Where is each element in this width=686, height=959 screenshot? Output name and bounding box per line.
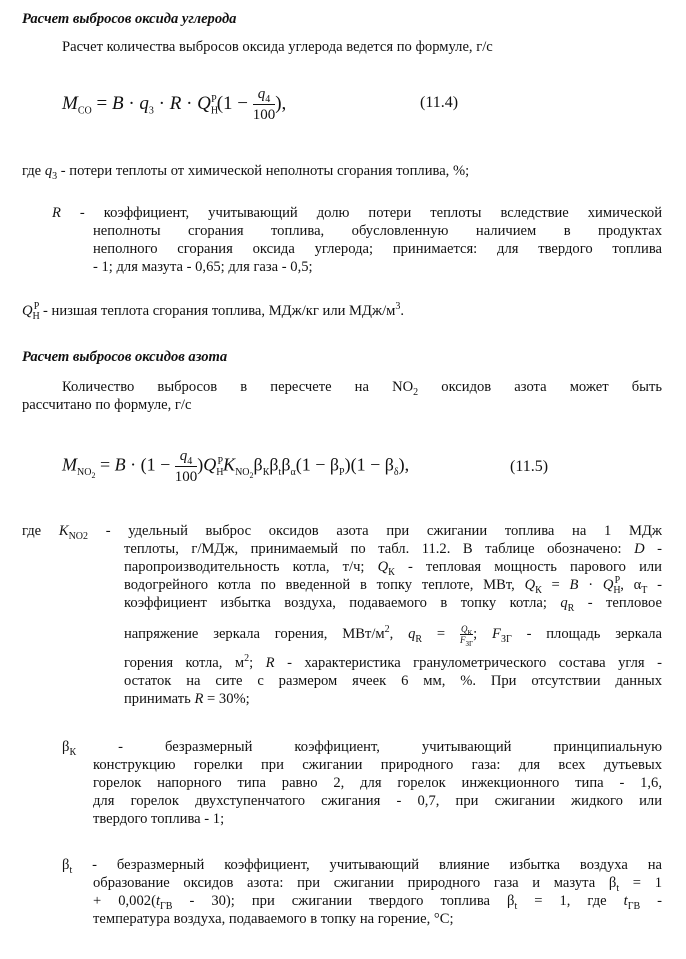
beta-k-definition-line-1: $\beta_К$ - безразмерный коэффициент, учитывающий принципиальную <box>62 739 662 758</box>
r-definition-line-4: - 1; для мазута - 0,65; для газа - 0,5; <box>93 259 313 275</box>
beta-k-definition-line-4: для горелок двухступенчатого сжигания - 0,7, при сжигании жидкого или <box>93 793 662 809</box>
k-definition-line-9: принимать R = 30%; <box>124 691 250 707</box>
q3-definition: где $q_3$ - потери теплоты от химической неполноты сгорания топлива, %; <box>22 163 470 182</box>
beta-t-definition-line-3: + $0,002(t_{ГВ} - 30)$; при сжигании твердого топлива $\beta_t = 1$, где $t_{ГВ}$ - <box>93 893 663 912</box>
k-definition-line-7: горения котла, $м^2$; R - характеристика гранулометрического состава угля - <box>124 653 662 671</box>
equation-number-11-5: (11.5) <box>510 458 549 475</box>
k-definition-line-4: водогрейного котла по введенной в топку теплоте, МВт, $Q_К = B \cdot Q_Н^Р$, $\alpha_Т$ - <box>124 575 662 596</box>
r-definition-line-3: неполного сгорания оксида углерода; принимается: для твердого топлива <box>93 241 662 257</box>
qh-definition: $Q_Н^Р$ - низшая теплота сгорания топлива, МДж/кг или МДж/$м^3$. <box>22 301 405 322</box>
section-title-nox: Расчет выбросов оксидов азота <box>22 349 228 365</box>
beta-k-definition-line-5: твердого топлива - 1; <box>93 811 225 827</box>
nox-intro-line-1: Количество выбросов в пересчете на $NO_2$ оксидов азота может быть <box>62 379 662 398</box>
r-definition-line-2: неполноты сгорания топлива, обусловленную наличием в продуктах <box>93 223 662 239</box>
section-title-co: Расчет выбросов оксида углерода <box>22 11 237 27</box>
co-intro: Расчет количества выбросов оксида углерода ведется по формуле, г/с <box>62 39 493 55</box>
equation-number-11-4: (11.4) <box>420 94 459 111</box>
formula-11-4: $M_{CO} = B \cdot q_3 \cdot R \cdot Q_Н^Р(1$ − $\frac{q_4}{100}$ ), <box>62 86 287 123</box>
nox-intro-line-2: рассчитано по формуле, г/с <box>22 397 192 413</box>
k-definition-line-5: коэффициент избытка воздуха, подаваемого в топку котла; $q_R$ - тепловое <box>124 595 663 614</box>
beta-t-definition-line-1: $\beta_t$ - безразмерный коэффициент, учитывающий влияние избытка воздуха на <box>62 857 663 876</box>
k-definition-line-1: где $K_{NO2}$ - удельный выброс оксидов азота при сжигании топлива на 1 МДж <box>22 523 662 542</box>
k-definition-line-6: напряжение зеркала горения, МВт/$м^2$, $q_R$ = $\frac{Q_К}{F_{ЗГ}}$; $F_{ЗГ}$ - площадь зеркала <box>124 623 663 648</box>
beta-t-definition-line-2: образование оксидов азота: при сжигании природного газа и мазута $\beta_t = 1$ <box>93 875 663 894</box>
r-definition-line-1: R - коэффициент, учитывающий долю потери теплоты вследствие химической <box>52 205 662 221</box>
beta-t-definition-line-4: температура воздуха, подаваемого в топку на горение, °С; <box>93 911 454 927</box>
k-definition-line-2: теплоты, г/МДж, принимаемый по табл. 11.2. В таблице обозначено: D - <box>124 541 663 557</box>
beta-k-definition-line-3: горелок напорного типа равно 2, для горелок инжекционного типа - 1,6, <box>93 775 662 791</box>
formula-11-5: $M_{NO_2} = B \cdot (1$ − $\frac{q_4}{100}$ )$Q_Н^РK_{NO_2}\beta_К\beta_t\beta_\alpha(1 - \beta_Р)(1 - \beta_\delta)$, <box>62 448 410 485</box>
k-definition-line-3: паропроизводительность котла, т/ч; $Q_К$ - тепловая мощность парового или <box>124 559 662 578</box>
beta-k-definition-line-2: конструкцию горелки при сжигании природного газа: для всех дутьевых <box>93 757 662 773</box>
k-definition-line-8: остаток на сите с размером ячеек 6 мм, %. При отсутствии данных <box>124 673 662 689</box>
